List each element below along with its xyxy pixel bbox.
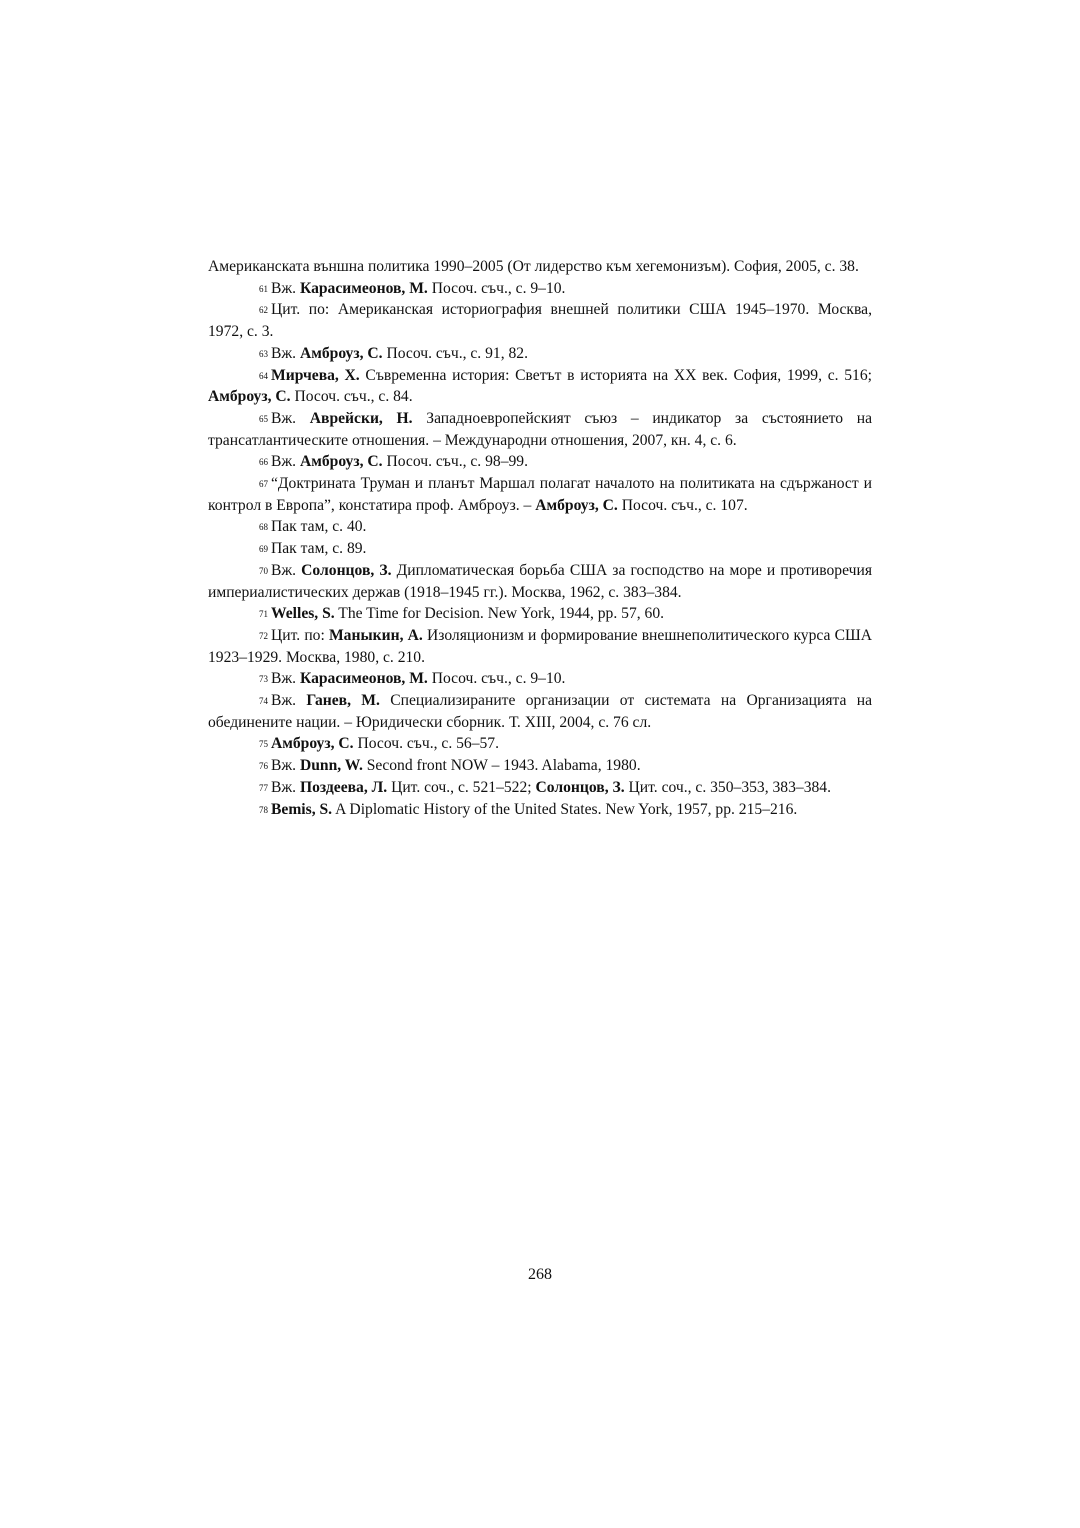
footnote-author: Амброуз, С. — [271, 735, 354, 753]
footnote-number: 76 — [259, 761, 268, 772]
footnote-number: 73 — [259, 674, 268, 685]
footnote-77: $^{77}$ Вж. Поздеева, Л. Цит. соч., с. 521–522; Солонцов, З. Цит. соч., с. 350–353, 383–384. — [259, 778, 831, 796]
footnote-author: Амброуз, С. — [299, 344, 383, 362]
footnote-75: $^{75}$ Амброуз, С. Посоч. съч., с. 56–57. — [259, 735, 500, 753]
footnote-73: $^{73}$ Вж. Карасимеонов, М. Посоч. съч., с. 9–10. — [259, 670, 566, 688]
footnote-number: 69 — [259, 544, 268, 555]
footnote-65: $^{65}$ Вж. Аврейски, Н. Западноевропейският съюз – индикатор за състоянието на трансатлантическите отношения. – Международни отношения, 2007, кн. 4, с. 6. — [208, 409, 872, 449]
footnote-author-2: Солонцов, З. — [535, 778, 625, 796]
footnote-number: 67 — [259, 479, 268, 490]
footnote-author: Ганев, М. — [306, 692, 380, 710]
footnote-author: Мирчева, Х. — [271, 366, 360, 384]
footnote-71: $^{71}$ Welles, S. The Time for Decision. New York, 1944, pp. 57, 60. — [259, 605, 665, 623]
footnote-number: 68 — [259, 522, 268, 533]
footnote-number: 70 — [259, 565, 268, 576]
footnote-69: $^{69}$ Пак там, с. 89. — [259, 540, 367, 558]
footnote-author-2: Амброуз, С. — [208, 388, 291, 406]
footnote-author: Bemis, S. — [271, 800, 333, 818]
footnote-author: Welles, S. — [271, 605, 335, 623]
footnote-number: 63 — [259, 348, 268, 359]
footnote-author: Поздеева, Л. — [299, 778, 388, 796]
footnote-author: Амброуз, С. — [535, 496, 618, 514]
footnote-number: 62 — [259, 305, 268, 316]
footnote-number: 77 — [259, 782, 268, 793]
footnote-68: $^{68}$ Пак там, с. 40. — [259, 518, 367, 536]
footnote-number: 61 — [259, 283, 268, 294]
footnote-author: Dunn, W. — [299, 757, 363, 775]
footnote-number: 74 — [259, 696, 268, 707]
footnote-67: $^{67}$ “Доктрината Труман и планът Маршал полагат началото на политиката на сдържаност и контрол в Европа”, констатира проф. Амброуз. – Амброуз, С. Посоч. съч., с. 107. — [208, 475, 872, 514]
footnote-66: $^{66}$ Вж. Амброуз, С. Посоч. съч., с. 98–99. — [259, 453, 528, 471]
footnote-author: Солонцов, З. — [301, 561, 392, 579]
footnote-70: $^{70}$ Вж. Солонцов, З. Дипломатическая борьба США за господство на море и противоречия империалистических держав (1918–1945 гг.). Москва, 1962, с. 383–384. — [208, 561, 872, 601]
footnote-author: Амброуз, С. — [299, 453, 383, 471]
footnotes-section — [208, 256, 872, 820]
footnote-number: 65 — [259, 413, 268, 424]
footnote-continuation: Американската външна политика 1990–2005 (От лидерство към хегемонизъм). София, 2005, с. 38. — [208, 258, 859, 275]
footnote-author: Аврейски, Н. — [309, 409, 413, 427]
footnote-78: $^{78}$ Bemis, S. A Diplomatic History of the United States. New York, 1957, pp. 215–216. — [259, 800, 798, 818]
footnote-number: 72 — [259, 630, 268, 641]
page-number: 268 — [528, 1266, 552, 1283]
footnote-number: 66 — [259, 457, 268, 468]
footnote-author: Карасимеонов, М. — [299, 279, 428, 297]
footnote-62: $^{62}$ Цит. по: Американская историография внешней политики США 1945–1970. Москва, 1972, с. 3. — [208, 301, 872, 341]
footnote-number: 75 — [259, 739, 268, 750]
footnote-64: $^{64}$ Мирчева, Х. Съвременна история: Светът в историята на ХХ век. София, 1999, с. 516; Амброуз, С. Посоч. съч., с. 84. — [208, 366, 872, 406]
footnote-63: $^{63}$ Вж. Амброуз, С. Посоч. съч., с. 91, 82. — [259, 344, 528, 362]
footnote-61: $^{61}$ Вж. Карасимеонов, М. Посоч. съч., с. 9–10. — [259, 279, 566, 297]
footnote-author: Маныкин, А. — [328, 626, 423, 644]
footnote-74: $^{74}$ Вж. Ганев, М. Специализираните организации от системата на Организацията на обединените нации. – Юридически сборник. Т. ХIII, 2004, с. 76 сл. — [208, 692, 872, 731]
footnote-number: 78 — [259, 804, 268, 815]
footnote-76: $^{76}$ Вж. Dunn, W. Second front NOW – 1943. Alabama, 1980. — [259, 757, 641, 775]
footnote-author: Карасимеонов, М. — [299, 670, 428, 688]
footnote-number: 71 — [259, 609, 268, 620]
footnote-72: $^{72}$ Цит. по: Маныкин, А. Изоляционизм и формирование внешнеполитического курса США 1923–1929. Москва, 1980, с. 210. — [208, 626, 873, 666]
footnote-number: 64 — [259, 370, 268, 381]
